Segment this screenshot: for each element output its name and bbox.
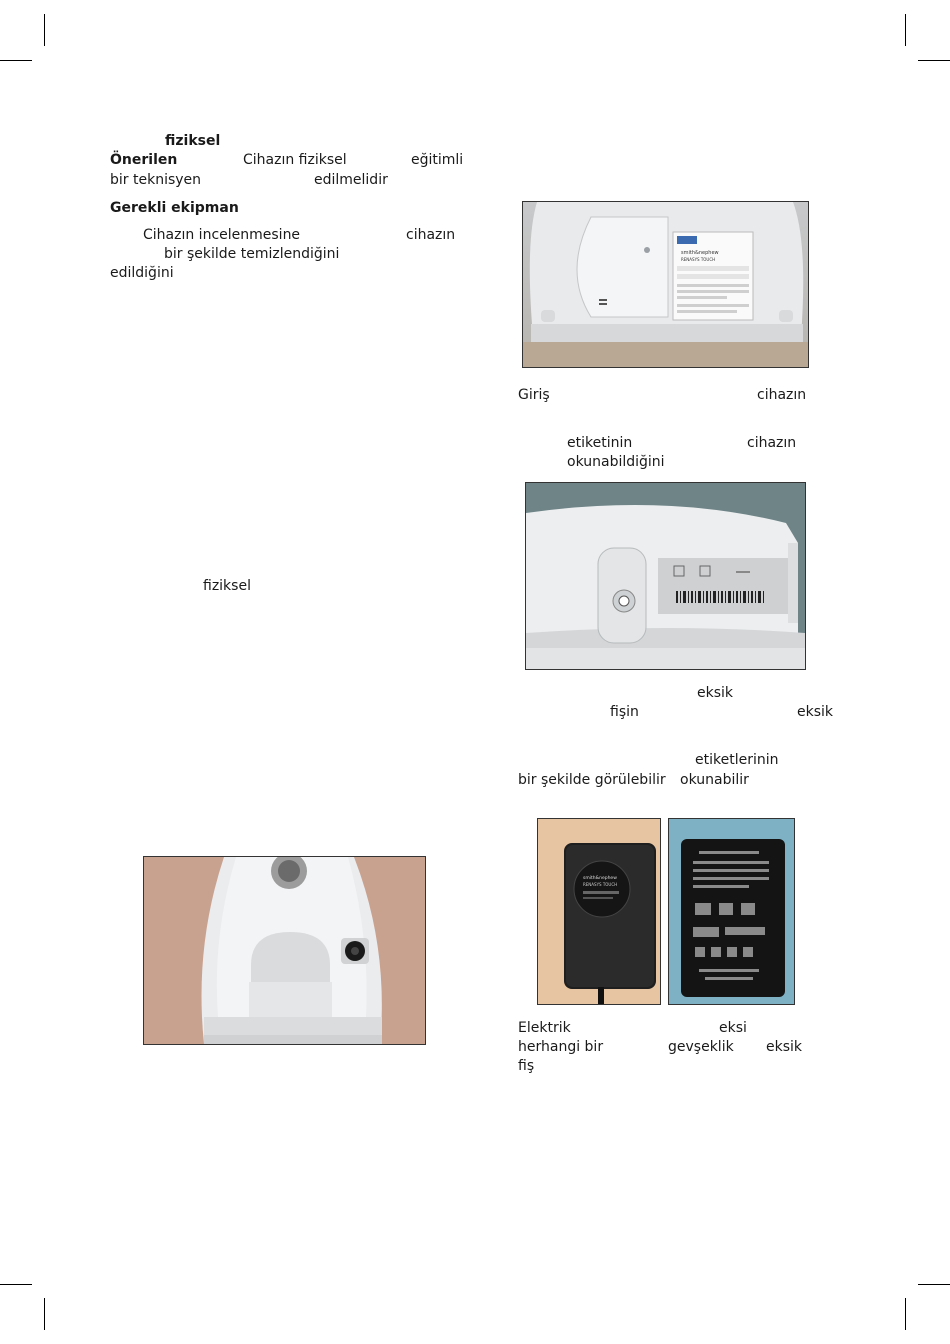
photo-adapter-front (537, 818, 661, 1005)
text-cihazin-3: cihazın (747, 435, 797, 451)
crop-mark (918, 60, 950, 61)
text-giris: Giriş (518, 387, 550, 403)
text-cihazin-1: cihazın (406, 227, 456, 243)
text-fisin: fişin (610, 704, 639, 720)
text-fiziksel-2: fiziksel (203, 578, 251, 594)
text-etiketlerinin: etiketlerinin (695, 752, 779, 768)
text-temizlendigini: bir şekilde temizlendiğini (164, 246, 340, 262)
photo-device-side (525, 482, 806, 670)
text-herhangi-bir: herhangi bir (518, 1039, 604, 1055)
text-cihazin-2: cihazın (757, 387, 807, 403)
text-etiketinin: etiketinin (567, 435, 633, 451)
text-cihazin-fiziksel: Cihazın fiziksel (243, 152, 347, 168)
photo-device-label (522, 201, 809, 368)
crop-mark (0, 60, 32, 61)
text-okunabilir: okunabilir (680, 772, 749, 788)
crop-mark (0, 1284, 32, 1285)
text-cihazin-incelenmesine: Cihazın incelenmesine (143, 227, 301, 243)
label-brand: smith&nephew (681, 250, 719, 256)
text-elektrik: Elektrik (518, 1020, 571, 1036)
photo-adapter-back (668, 818, 795, 1005)
crop-mark (905, 14, 906, 46)
photo-device-rear (143, 856, 426, 1045)
text-egitimli: eğitimli (411, 152, 464, 168)
text-fis: fiş (518, 1058, 535, 1074)
crop-mark (44, 1298, 45, 1330)
crop-mark (44, 14, 45, 46)
crop-mark (918, 1284, 950, 1285)
text-edilmelidir: edilmelidir (314, 172, 388, 188)
charger-brand: smith&nephew (583, 876, 617, 881)
text-bir-teknisyen: bir teknisyen (110, 172, 202, 188)
text-eksik-1: eksik (697, 685, 734, 701)
text-eksi: eksi (719, 1020, 747, 1036)
label-model: RENASYS TOUCH (681, 257, 716, 262)
text-okunabildigini: okunabildiğini (567, 454, 665, 470)
crop-mark (905, 1298, 906, 1330)
text-eksik-3: eksik (766, 1039, 803, 1055)
charger-model: RENASYS TOUCH (583, 882, 618, 887)
text-gevseklik: gevşeklik (668, 1039, 734, 1055)
text-eksik-2: eksik (797, 704, 834, 720)
text-fiziksel-bold: fiziksel (165, 133, 221, 149)
heading-gerekli-ekipman: Gerekli ekipman (110, 200, 239, 216)
text-edildigini: edildiğini (110, 265, 174, 281)
text-onerilen: Önerilen (110, 152, 178, 168)
text-gorulebilir: bir şekilde görülebilir (518, 772, 666, 788)
